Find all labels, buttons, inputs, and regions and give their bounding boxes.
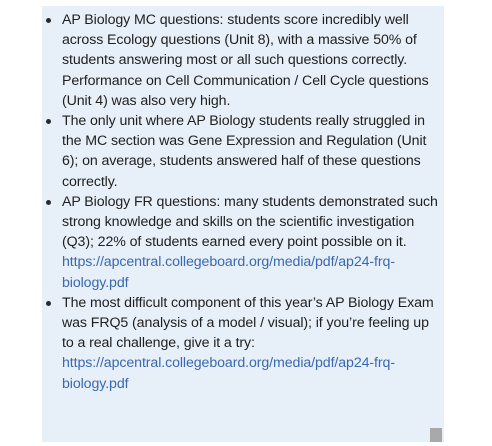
bullet-item-mc-strengths xyxy=(62,10,442,111)
bullet-text: AP Biology FR questions: many students demonstrated such strong knowledge and skills on the scientific investigation (Q3); 22% of students earned every point possible on it. xyxy=(62,193,438,251)
bullet-item-frq5-difficulty xyxy=(62,293,442,394)
bullet-item-mc-struggle xyxy=(62,111,442,192)
bullet-text: The most difficult component of this year’s AP Biology Exam was FRQ5 (analysis of a model / visual); if you’re feeling up to a real challenge, give it a try: xyxy=(62,294,434,352)
bullet-text: AP Biology MC questions: students score incredibly well across Ecology questions (Unit 8), with a massive 50% of students answering most or all such questions correctly. Performance on Cell Communication / Cell Cycle questions (Unit 4) was also very high. xyxy=(62,12,429,109)
link-text-line-1: https://apcentral.collegeboard.org/media/pdf/ap24-frq- xyxy=(62,355,395,372)
bullet-dot-icon xyxy=(46,119,51,124)
frq-pdf-link[interactable] xyxy=(62,252,442,292)
bullet-text: The only unit where AP Biology students really struggled in the MC section was Gene Expression and Regulation (Unit 6); on average, students answered half of these questions correctly. xyxy=(62,113,427,190)
bullet-list xyxy=(62,10,442,394)
link-text-line-2: biology.pdf xyxy=(62,274,129,291)
frq-pdf-link[interactable] xyxy=(62,353,442,393)
bullet-dot-icon xyxy=(46,301,51,306)
bullet-dot-icon xyxy=(46,200,51,205)
link-text-line-1: https://apcentral.collegeboard.org/media/pdf/ap24-frq- xyxy=(62,254,395,271)
bullet-item-fr-questions xyxy=(62,192,442,293)
link-text-line-2: biology.pdf xyxy=(62,375,129,392)
scrollbar-thumb[interactable] xyxy=(430,428,442,442)
bullet-dot-icon xyxy=(46,18,51,23)
